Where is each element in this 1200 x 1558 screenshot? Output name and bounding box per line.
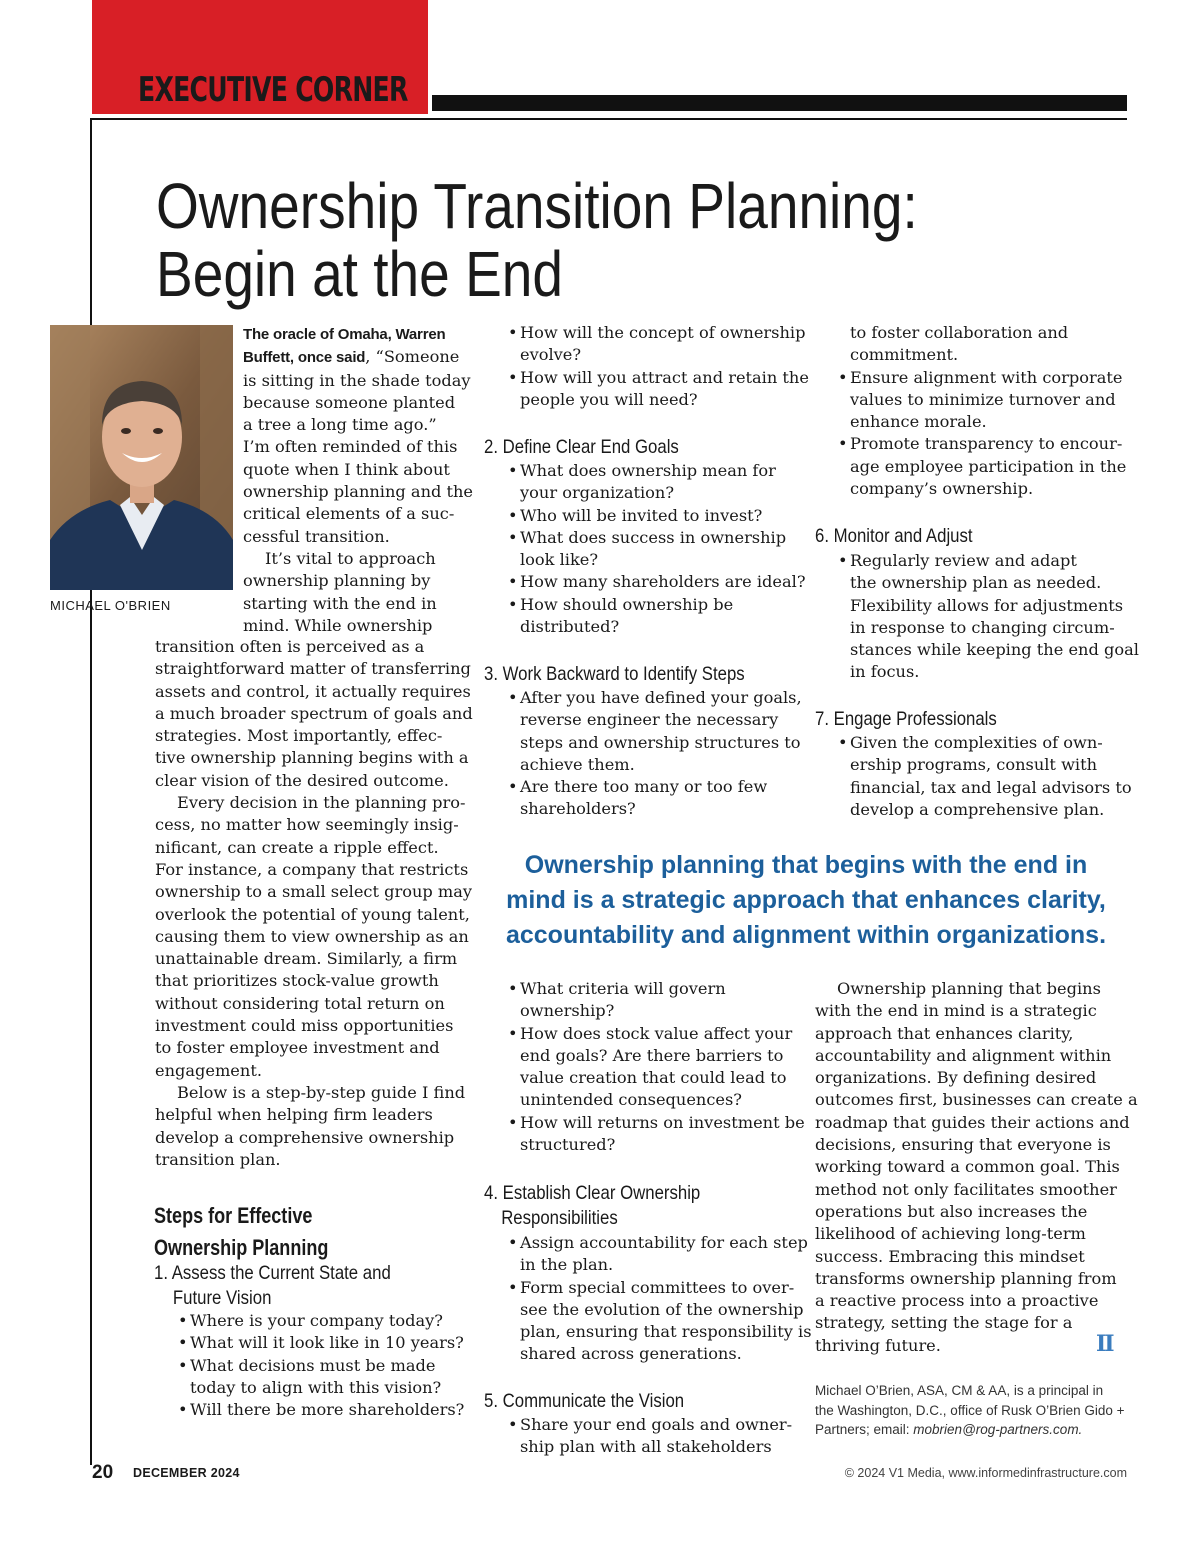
intro-text-body: transition often is perceived as a straightforward matter of transferring assets and control, it actually requires a much broader spectrum of goals and strategies. Most importantly, effec- tive ownership planning begins with a clear vision of the desired outcome. Every decision in the planning pro- cess, no matter how seemingly insig- nificant, can create a ripple effect. For instance, a company that restricts ownership to a small select group may overlook the potential of young talent, causing them to view ownership as an unattainable dream. Similarly, a firm that prioritizes stock-value growth without considering total return on investment could miss opportunities to foster employee investment and engagement. Below is a step-by-step guide I find helpful when helping firm leaders develop a comprehensive ownership transition plan. [155,637,473,1169]
list-item: • Share your end goals and owner- [508,1414,792,1436]
list-item: • Where is your company today? [178,1310,464,1332]
author-portrait-image [50,325,233,590]
list-item: • Will there be more shareholders? [178,1399,464,1421]
article-title: Ownership Transition Planning: Begin at the End [156,170,918,310]
step-2-heading: 2. Define Clear End Goals [484,436,679,458]
author-bio: Michael O’Brien, ASA, CM & AA, is a principal in the Washington, D.C., office of Rusk O’Brien Gido + Partners; email: mobrien@rog-partners.com. [815,1383,1125,1437]
list-item: • Who will be invited to invest? [508,505,806,527]
list-item: • Ensure alignment with corporate [838,367,1126,389]
step-7-bullets: • Given the complexities of own- ership programs, consult with financial, tax and legal advisors to develop a comprehensive plan. [838,732,1132,821]
step-6-bullets: • Regularly review and adapt the ownership plan as needed. Flexibility allows for adjustments in response to changing circum- stances while keeping the end goal in focus. [838,550,1139,684]
list-item: • How many shareholders are ideal? [508,571,806,593]
steps-heading: Steps for Effective Ownership Planning [154,1203,329,1260]
lead-in-2: Buffett, once said [243,349,366,367]
page-number: 20 [92,1462,114,1483]
issue-date: DECEMBER 2024 [133,1466,240,1480]
list-item: • What criteria will govern [508,978,805,1000]
header-rule [432,95,1127,111]
list-item: • Are there too many or too few [508,776,802,798]
step-1-heading: 1. Assess the Current State and Future Vision [154,1262,391,1309]
list-item: • Regularly review and adapt [838,550,1139,572]
photo-caption: MICHAEL O'BRIEN [50,598,171,613]
author-photo [50,325,233,590]
step-4-bullets: • Assign accountability for each step in the plan. • Form special committees to over- see the evolution of the ownership plan, ensuring that responsibility is shared across generations. [508,1232,812,1366]
list-item: • How will returns on investment be [508,1112,805,1134]
list-item: • What does success in ownership [508,527,806,549]
frame-rule-horizontal [90,118,1127,120]
section-label: EXECUTIVE CORNER [138,70,408,110]
list-item: • How will the concept of ownership [508,322,809,344]
step-3-bullets: • After you have defined your goals, reverse engineer the necessary steps and ownership structures to achieve them. • Are there too many or too few shareholders? [508,687,802,821]
list-item: • What will it look like in 10 years? [178,1332,464,1354]
step-3-heading: 3. Work Backward to Identify Steps [484,663,745,685]
list-item: • Assign accountability for each step [508,1232,812,1254]
copyright-credit: © 2024 V1 Media, www.informedinfrastructure.com [844,1466,1127,1480]
step-6-heading: 6. Monitor and Adjust [815,525,973,547]
step-5-bullets-continued: to foster collaboration and commitment. • Ensure alignment with corporate values to minimize turnover and enhance morale. • Promote transparency to encour- age employee participation in the company’s ownership. [838,322,1126,500]
step-2-bullets: • What does ownership mean for your organization? • Who will be invited to invest? • What does success in ownership look like? • How many shareholders are ideal? • How should ownership be distributed? [508,460,806,638]
lead-in: The oracle of Omaha, Warren [243,326,446,343]
step-5-bullets: • Share your end goals and owner- ship plan with all stakeholders [508,1414,792,1459]
list-item: • Form special committees to over- [508,1277,812,1299]
list-item: • How will you attract and retain the [508,367,809,389]
list-item: • What decisions must be made [178,1355,464,1377]
list-item: • How does stock value affect your [508,1023,805,1045]
list-item: • What does ownership mean for [508,460,806,482]
pull-quote: Ownership planning that begins with the end in mind is a strategic approach that enhances clarity, accountability and alignment within organizations. [505,851,1107,949]
step-4-heading: 4. Establish Clear Ownership Responsibilities [484,1182,701,1229]
conclusion-text: Ownership planning that begins with the end in mind is a strategic approach that enhances clarity, accountability and alignment within organizations. By defining desired outcomes first, businesses can create a roadmap that guides their actions and decisions, ensuring that everyone is working toward a common goal. This method not only facilitates smoother operations but also increases the likelihood of achieving long-term success. Embracing this mindset transforms ownership planning from a reactive process into a proactive strategy, setting the stage for a thriving future. [815,979,1138,1355]
list-item: • Promote transparency to encour- [838,433,1126,455]
step-3-bullets-continued: • What criteria will govern ownership? • How does stock value affect your end goals? Are there barriers to value creation that could lead to unintended consequences? • How will returns on investment be structured? [508,978,805,1156]
step-7-heading: 7. Engage Professionals [815,708,997,730]
intro-text-top: The oracle of Omaha, Warren Buffett, once said, “Someone is sitting in the shade today because someone planted a tree a long time ago.” I’m often reminded of this quote when I think about ownership planning and the critical elements of a suc- cessful transition. It’s vital to approach ownership planning by starting with the end in mind. While ownership [243,326,474,635]
author-email: mobrien@rog-partners.com. [913,1422,1083,1437]
step-1-bullets: • Where is your company today? • What will it look like in 10 years? • What decisions must be made today to align with this vision? • Will there be more shareholders? [178,1310,464,1421]
list-item: • How should ownership be [508,594,806,616]
step-5-heading: 5. Communicate the Vision [484,1390,685,1412]
frame-rule-vertical [90,118,92,1465]
step-1-bullets-continued: • How will the concept of ownership evolve? • How will you attract and retain the people you will need? [508,322,809,411]
list-item: • After you have defined your goals, [508,687,802,709]
end-mark-icon: II [1096,1331,1113,1357]
list-item: • Given the complexities of own- [838,732,1132,754]
